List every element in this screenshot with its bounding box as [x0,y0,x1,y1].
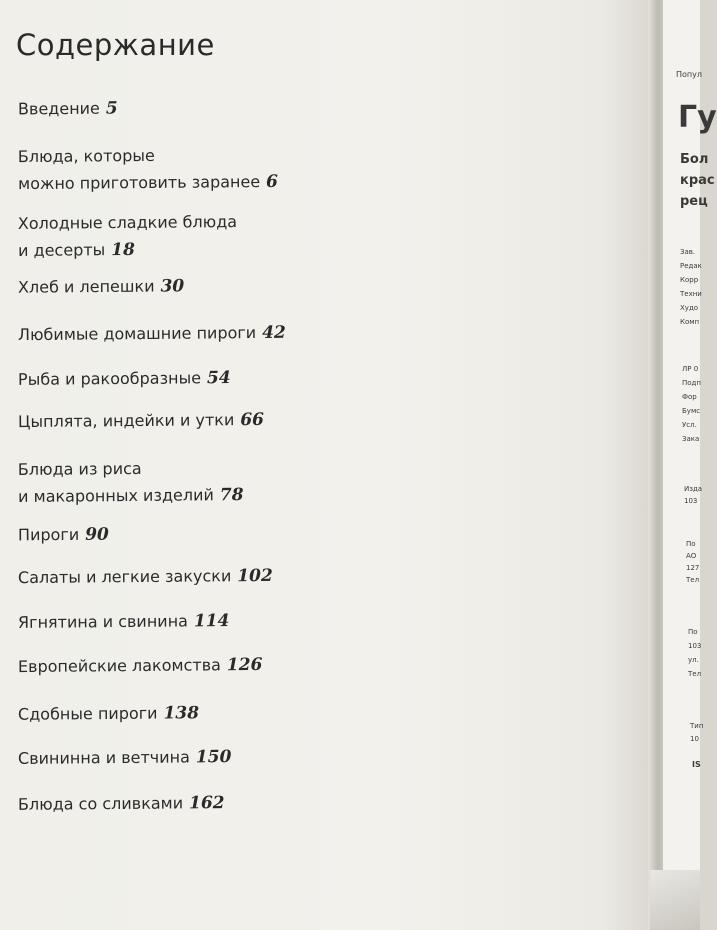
right-page-print-line: Подп [682,379,701,387]
toc-page-number: 30 [160,276,185,297]
toc-page-number: 18 [111,239,136,261]
toc-entry-title: Сдобные пироги [17,703,158,724]
toc-entry [18,454,244,511]
toc-page-number: 90 [85,524,109,545]
toc-page-number: 162 [189,793,225,814]
right-page-address-line: Тел [688,670,702,678]
right-page-heading: Гу [678,100,717,135]
toc-entry [18,521,109,550]
toc-entry-title: Любимые домашние пироги [17,323,257,345]
toc-entry-line [18,141,278,170]
toc-entry-line [18,607,230,637]
toc-page-number: 150 [195,747,232,768]
toc-entry-line [18,743,232,773]
page-edge-shadow [650,870,700,930]
right-page-credit-line: Худо [680,304,699,312]
toc-page-number: 114 [193,611,230,632]
toc-entry [18,272,184,301]
toc-page-number: 102 [237,565,273,587]
toc-entry [18,607,230,637]
toc-entry-line [18,95,118,124]
toc-entry [18,208,238,265]
right-page-intro-line: Бол [680,152,709,167]
toc-entry-title: Блюда, которые [17,145,155,167]
right-page-header: Попул [676,70,702,79]
toc-entry-line [18,319,286,349]
toc-entry-line [18,789,225,819]
contents-title: Содержание [16,28,215,62]
toc-entry [18,141,278,198]
toc-page-number: 42 [262,322,286,344]
toc-page-number: 66 [240,409,265,431]
toc-entry-title: и макаронных изделий [18,485,214,506]
right-page-address-line: По [686,540,696,548]
toc-entry-title: Европейские лакомства [17,655,221,677]
right-page-credit-line: Редак [680,262,702,270]
toc-page-number: 138 [163,703,200,724]
toc-entry [18,95,118,124]
toc-entry-title: Пироги [17,524,80,545]
toc-entry-title: Введение [17,98,100,119]
toc-entry [18,406,264,436]
toc-page-number: 54 [206,368,231,389]
right-page-print-house-line: 10 [690,735,699,743]
toc-page-number: 5 [105,98,118,119]
right-page-address-line: 127 [686,564,700,572]
right-page-address-line: ул. [688,656,699,664]
toc-page-number: 126 [226,654,263,676]
toc-entry-title: Свининна и ветчина [17,747,190,768]
toc-entry-title: и десерты [18,240,106,260]
right-page-credit-line: Комп [680,318,700,326]
right-page-address-line: По [688,628,698,636]
toc-entry-line [18,364,231,394]
toc-entry-line [18,168,278,198]
right-page-intro-line: крас [680,173,715,188]
toc-entry-line [18,651,263,681]
right-page-print-line: Зака [682,435,700,443]
toc-entry [18,562,273,592]
right-page-address-line: АО [686,552,697,560]
toc-entry-title: Салаты и легкие закуски [17,566,232,588]
toc-entry-title: Рыба и ракообразные [17,368,202,389]
toc-entry-title: Блюда из риса [17,458,142,479]
toc-entry-line [18,235,237,265]
toc-entry-line [18,272,184,301]
toc-entry-title: Холодные сладкие блюда [17,212,238,233]
toc-entry-line [18,521,109,550]
toc-entry [18,699,199,729]
right-page-print-line: Бумс [682,407,701,415]
right-page-publisher-line: 103 [684,497,698,505]
toc-page-number: 6 [266,171,279,192]
right-page-credit-line: Техни [680,290,702,298]
toc-entry [18,651,263,681]
right-page-publisher-line: Изда [684,485,703,493]
right-page-print-line: Усл. [682,421,697,429]
right-page-print-house-line: Тип [690,722,704,730]
right-page-print-line: ЛР 0 [682,365,699,373]
toc-entry-line [18,562,273,592]
right-page-footer: IS [692,760,701,769]
right-page-credit-line: Зав. [680,248,696,256]
right-page-intro-line: рец [680,194,708,209]
toc-entry-line [18,699,199,729]
toc-entry [18,743,232,773]
toc-entry [18,319,286,349]
toc-entry [18,364,231,394]
toc-entry-title: Цыплята, индейки и утки [17,410,235,432]
toc-entry-title: Блюда со сливками [17,793,184,814]
right-page-print-line: Фор [682,393,697,401]
toc-entry-line [18,208,237,237]
right-page-credit-line: Корр [680,276,699,284]
toc-entry-line [18,481,244,511]
toc-entry-line [18,406,264,436]
toc-entry [18,789,225,819]
toc-page-number: 78 [219,485,244,506]
toc-entry-title: Ягнятина и свинина [17,611,188,632]
right-page-address-line: Тел [686,576,700,584]
right-page-address-line: 103 [688,642,702,650]
toc-entry-line [18,454,244,483]
toc-entry-title: можно приготовить заранее [18,172,261,194]
toc-entry-title: Хлеб и лепешки [17,276,155,297]
